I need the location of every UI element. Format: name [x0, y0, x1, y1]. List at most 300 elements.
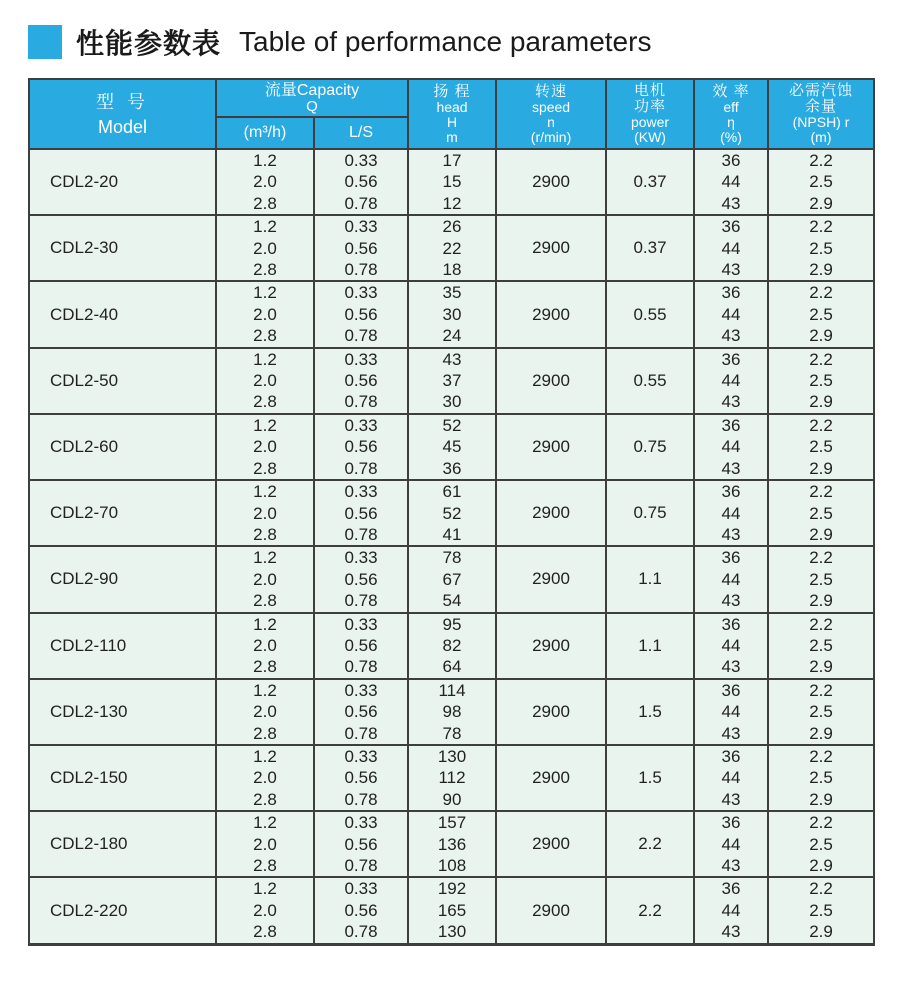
npsh-cell	[768, 281, 874, 347]
header-eff	[694, 79, 768, 149]
header-eff-en: eff	[723, 98, 739, 115]
cell-value: 2.8	[253, 193, 277, 213]
model-cell: CDL2-40	[29, 281, 216, 347]
header-head-en: head	[436, 98, 468, 115]
cell-value: 43	[721, 922, 741, 942]
cell-value: 0.33	[344, 813, 378, 833]
cell-value: 2.9	[809, 723, 833, 743]
capacity-cell	[216, 480, 314, 546]
cell-value: 44	[721, 238, 741, 258]
cell-value: 0.78	[344, 723, 378, 743]
cell-value: 0.56	[344, 172, 378, 192]
cell-value: 0.33	[344, 349, 378, 369]
header-capacity-m3h: (m³/h)	[216, 117, 314, 149]
cell-value: 36	[721, 746, 741, 766]
cell-value: 130	[437, 922, 467, 942]
capacity-cell	[216, 613, 314, 679]
cell-value: 1.2	[253, 680, 277, 700]
header-power-zh2: 功率	[634, 98, 667, 115]
cell-value: 43	[721, 193, 741, 213]
header-npsh-unit: (m)	[810, 129, 832, 145]
power-cell: 1.1	[606, 546, 694, 612]
ls-cell	[314, 281, 408, 347]
cell-value: 43	[721, 657, 741, 677]
header-eff-zh: 效 率	[712, 82, 750, 100]
npsh-cell	[768, 745, 874, 811]
cell-value: 2.8	[253, 657, 277, 677]
power-cell: 0.55	[606, 281, 694, 347]
page-title	[28, 22, 651, 62]
cell-value: 2.9	[809, 260, 833, 280]
cell-value: 44	[721, 635, 741, 655]
table-row	[29, 348, 874, 414]
ls-cell	[314, 745, 408, 811]
header-power-unit: (KW)	[634, 129, 666, 145]
speed-cell: 2900	[496, 281, 606, 347]
cell-value: 0.56	[344, 834, 378, 854]
header-npsh-en: (NPSH) r	[792, 114, 850, 130]
cell-value: 2.2	[809, 548, 833, 568]
cell-value: 2.2	[809, 614, 833, 634]
capacity-cell	[216, 414, 314, 480]
speed-cell: 2900	[496, 480, 606, 546]
ls-cell	[314, 877, 408, 944]
head-cell	[408, 480, 496, 546]
cell-value: 2.0	[253, 569, 277, 589]
cell-value: 36	[721, 349, 741, 369]
cell-value: 95	[442, 614, 462, 634]
header-model	[29, 79, 216, 149]
table-row	[29, 281, 874, 347]
cell-value: 43	[721, 524, 741, 544]
cell-value: 44	[721, 702, 741, 722]
cell-value: 108	[437, 856, 467, 875]
cell-value: 36	[721, 217, 741, 237]
cell-value: 165	[437, 900, 467, 920]
cell-value: 2.9	[809, 591, 833, 611]
cell-value: 2.8	[253, 591, 277, 611]
table-row	[29, 546, 874, 612]
speed-cell: 2900	[496, 877, 606, 944]
cell-value: 2.9	[809, 193, 833, 213]
cell-value: 2.5	[809, 238, 833, 258]
cell-value: 2.8	[253, 326, 277, 346]
cell-value: 2.9	[809, 922, 833, 942]
table-row	[29, 679, 874, 745]
cell-value: 2.0	[253, 238, 277, 258]
header-speed-symbol: n	[547, 113, 555, 130]
cell-value: 43	[721, 591, 741, 611]
head-cell	[408, 149, 496, 215]
model-cell: CDL2-110	[29, 613, 216, 679]
table-row	[29, 811, 874, 877]
header-capacity-title: 流量Capacity	[264, 82, 360, 99]
ls-cell	[314, 546, 408, 612]
cell-value: 2.8	[253, 856, 277, 875]
npsh-cell	[768, 348, 874, 414]
cell-value: 2.8	[253, 922, 277, 942]
cell-value: 192	[437, 879, 467, 899]
model-cell: CDL2-90	[29, 546, 216, 612]
cell-value: 0.78	[344, 524, 378, 544]
cell-value: 0.56	[344, 238, 378, 258]
cell-value: 0.56	[344, 371, 378, 391]
cell-value: 0.78	[344, 856, 378, 875]
cell-value: 0.33	[344, 614, 378, 634]
head-cell	[408, 613, 496, 679]
cell-value: 1.2	[253, 151, 277, 170]
cell-value: 2.5	[809, 569, 833, 589]
capacity-cell	[216, 546, 314, 612]
cell-value: 64	[442, 657, 462, 677]
eff-cell	[694, 215, 768, 281]
ls-cell	[314, 149, 408, 215]
cell-value: 22	[442, 238, 462, 258]
cell-value: 0.56	[344, 702, 378, 722]
cell-value: 30	[442, 392, 462, 412]
cell-value: 2.2	[809, 217, 833, 237]
cell-value: 2.2	[809, 746, 833, 766]
cell-value: 2.2	[809, 283, 833, 303]
cell-value: 90	[442, 789, 462, 809]
eff-cell	[694, 348, 768, 414]
cell-value: 2.2	[809, 415, 833, 435]
head-cell	[408, 348, 496, 414]
cell-value: 35	[442, 283, 462, 303]
header-power	[606, 79, 694, 149]
eff-cell	[694, 811, 768, 877]
header-capacity-ls: L/S	[314, 117, 408, 149]
cell-value: 61	[442, 482, 462, 502]
header-head	[408, 79, 496, 149]
cell-value: 52	[442, 503, 462, 523]
npsh-cell	[768, 613, 874, 679]
cell-value: 114	[438, 680, 466, 700]
cell-value: 2.0	[253, 304, 277, 324]
accent-square-icon	[28, 25, 62, 59]
ls-cell	[314, 613, 408, 679]
cell-value: 1.2	[253, 349, 277, 369]
cell-value: 2.5	[809, 371, 833, 391]
cell-value: 0.33	[344, 548, 378, 568]
cell-value: 0.78	[344, 922, 378, 942]
cell-value: 82	[442, 635, 462, 655]
cell-value: 36	[442, 458, 462, 478]
cell-value: 2.9	[809, 856, 833, 875]
cell-value: 2.5	[809, 702, 833, 722]
cell-value: 0.56	[344, 768, 378, 788]
cell-value: 2.0	[253, 371, 277, 391]
cell-value: 1.2	[253, 813, 277, 833]
header-power-en: power	[630, 114, 670, 130]
cell-value: 2.9	[809, 524, 833, 544]
speed-cell: 2900	[496, 215, 606, 281]
capacity-cell	[216, 348, 314, 414]
table-row	[29, 149, 874, 215]
ls-cell	[314, 811, 408, 877]
cell-value: 2.0	[253, 900, 277, 920]
head-cell	[408, 745, 496, 811]
table-header	[29, 79, 874, 149]
cell-value: 26	[442, 217, 462, 237]
cell-value: 2.9	[809, 789, 833, 809]
eff-cell	[694, 546, 768, 612]
cell-value: 2.0	[253, 834, 277, 854]
cell-value: 17	[442, 151, 462, 170]
cell-value: 0.78	[344, 193, 378, 213]
model-cell: CDL2-220	[29, 877, 216, 944]
model-cell: CDL2-30	[29, 215, 216, 281]
table-row	[29, 877, 874, 944]
cell-value: 15	[442, 172, 462, 192]
speed-cell: 2900	[496, 348, 606, 414]
cell-value: 0.56	[344, 437, 378, 457]
eff-cell	[694, 613, 768, 679]
cell-value: 2.0	[253, 503, 277, 523]
cell-value: 30	[442, 304, 462, 324]
cell-value: 2.2	[809, 813, 833, 833]
cell-value: 0.33	[344, 746, 378, 766]
capacity-cell	[216, 679, 314, 745]
capacity-cell	[216, 281, 314, 347]
cell-value: 2.0	[253, 635, 277, 655]
npsh-cell	[768, 215, 874, 281]
header-power-zh1: 电机	[634, 82, 667, 99]
cell-value: 44	[721, 834, 741, 854]
cell-value: 44	[721, 503, 741, 523]
head-cell	[408, 679, 496, 745]
npsh-cell	[768, 480, 874, 546]
cell-value: 36	[721, 415, 741, 435]
npsh-cell	[768, 877, 874, 944]
ls-cell	[314, 679, 408, 745]
table-row	[29, 414, 874, 480]
cell-value: 36	[721, 548, 741, 568]
capacity-cell	[216, 811, 314, 877]
power-cell: 1.5	[606, 679, 694, 745]
cell-value: 2.0	[253, 437, 277, 457]
cell-value: 54	[442, 591, 462, 611]
model-cell: CDL2-20	[29, 149, 216, 215]
power-cell: 1.5	[606, 745, 694, 811]
table-body	[29, 149, 874, 944]
eff-cell	[694, 877, 768, 944]
cell-value: 67	[442, 569, 462, 589]
cell-value: 36	[721, 813, 741, 833]
speed-cell: 2900	[496, 745, 606, 811]
cell-value: 0.56	[344, 569, 378, 589]
cell-value: 36	[721, 482, 741, 502]
cell-value: 43	[721, 723, 741, 743]
cell-value: 78	[442, 723, 462, 743]
cell-value: 2.9	[809, 458, 833, 478]
cell-value: 44	[721, 371, 741, 391]
cell-value: 2.2	[809, 680, 833, 700]
power-cell: 0.75	[606, 414, 694, 480]
header-model-zh: 型 号	[95, 92, 149, 112]
cell-value: 0.33	[344, 283, 378, 303]
power-cell: 2.2	[606, 877, 694, 944]
header-eff-symbol: η	[727, 113, 735, 130]
cell-value: 2.5	[809, 437, 833, 457]
cell-value: 2.9	[809, 657, 833, 677]
speed-cell: 2900	[496, 679, 606, 745]
model-cell: CDL2-50	[29, 348, 216, 414]
cell-value: 1.2	[253, 879, 277, 899]
npsh-cell	[768, 546, 874, 612]
power-cell: 1.1	[606, 613, 694, 679]
cell-value: 43	[721, 260, 741, 280]
table-row	[29, 745, 874, 811]
model-cell: CDL2-60	[29, 414, 216, 480]
header-speed-zh: 转速	[535, 82, 568, 100]
header-head-symbol: H	[446, 113, 458, 130]
cell-value: 2.5	[809, 172, 833, 192]
cell-value: 37	[442, 371, 462, 391]
cell-value: 2.5	[809, 768, 833, 788]
speed-cell: 2900	[496, 613, 606, 679]
cell-value: 44	[721, 900, 741, 920]
cell-value: 1.2	[253, 746, 277, 766]
cell-value: 2.5	[809, 503, 833, 523]
page-title-en: Table of performance parameters	[239, 26, 652, 57]
cell-value: 112	[438, 768, 466, 788]
cell-value: 0.56	[344, 503, 378, 523]
power-cell: 2.2	[606, 811, 694, 877]
cell-value: 0.78	[344, 657, 378, 677]
head-cell	[408, 414, 496, 480]
cell-value: 2.0	[253, 172, 277, 192]
speed-cell: 2900	[496, 414, 606, 480]
cell-value: 24	[442, 326, 462, 346]
ls-cell	[314, 215, 408, 281]
cell-value: 2.8	[253, 723, 277, 743]
cell-value: 12	[442, 193, 462, 213]
model-cell: CDL2-70	[29, 480, 216, 546]
header-eff-unit: (%)	[720, 128, 742, 145]
power-cell: 0.37	[606, 149, 694, 215]
cell-value: 2.8	[253, 260, 277, 280]
header-capacity-symbol: Q	[306, 98, 318, 115]
power-cell: 0.55	[606, 348, 694, 414]
cell-value: 43	[721, 789, 741, 809]
cell-value: 136	[437, 834, 467, 854]
ls-cell	[314, 414, 408, 480]
eff-cell	[694, 149, 768, 215]
cell-value: 43	[442, 349, 462, 369]
cell-value: 1.2	[253, 614, 277, 634]
cell-value: 36	[721, 680, 741, 700]
cell-value: 43	[721, 392, 741, 412]
cell-value: 2.9	[809, 392, 833, 412]
header-speed-unit: (r/min)	[530, 128, 572, 145]
cell-value: 0.78	[344, 458, 378, 478]
cell-value: 2.5	[809, 635, 833, 655]
cell-value: 52	[442, 415, 462, 435]
head-cell	[408, 811, 496, 877]
cell-value: 2.2	[809, 349, 833, 369]
cell-value: 43	[721, 326, 741, 346]
model-cell: CDL2-180	[29, 811, 216, 877]
head-cell	[408, 281, 496, 347]
table-row	[29, 613, 874, 679]
head-cell	[408, 546, 496, 612]
page-title-zh: 性能参数表	[76, 28, 222, 59]
capacity-cell	[216, 215, 314, 281]
head-cell	[408, 215, 496, 281]
header-speed	[496, 79, 606, 149]
cell-value: 2.5	[809, 304, 833, 324]
cell-value: 36	[721, 283, 741, 303]
cell-value: 0.56	[344, 304, 378, 324]
cell-value: 0.78	[344, 392, 378, 412]
cell-value: 2.5	[809, 834, 833, 854]
cell-value: 157	[437, 813, 467, 833]
cell-value: 0.33	[344, 217, 378, 237]
cell-value: 2.8	[253, 789, 277, 809]
cell-value: 36	[721, 879, 741, 899]
cell-value: 2.0	[253, 702, 277, 722]
eff-cell	[694, 679, 768, 745]
header-npsh-zh2: 余量	[805, 98, 838, 115]
header-head-unit: m	[446, 128, 458, 145]
npsh-cell	[768, 414, 874, 480]
speed-cell: 2900	[496, 546, 606, 612]
cell-value: 45	[442, 437, 462, 457]
cell-value: 2.2	[809, 482, 833, 502]
cell-value: 0.56	[344, 635, 378, 655]
cell-value: 44	[721, 569, 741, 589]
cell-value: 18	[442, 260, 462, 280]
cell-value: 0.33	[344, 680, 378, 700]
cell-value: 36	[721, 614, 741, 634]
cell-value: 0.33	[344, 415, 378, 435]
header-speed-en: speed	[531, 98, 571, 115]
cell-value: 0.33	[344, 151, 378, 170]
cell-value: 2.9	[809, 326, 833, 346]
model-cell: CDL2-130	[29, 679, 216, 745]
cell-value: 0.78	[344, 591, 378, 611]
capacity-cell	[216, 149, 314, 215]
cell-value: 0.56	[344, 900, 378, 920]
cell-value: 43	[721, 856, 741, 875]
cell-value: 0.33	[344, 879, 378, 899]
cell-value: 43	[721, 458, 741, 478]
cell-value: 2.5	[809, 900, 833, 920]
eff-cell	[694, 414, 768, 480]
header-model-en: Model	[97, 117, 148, 137]
cell-value: 0.78	[344, 260, 378, 280]
cell-value: 44	[721, 172, 741, 192]
cell-value: 2.0	[253, 768, 277, 788]
cell-value: 44	[721, 304, 741, 324]
cell-value: 130	[437, 746, 467, 766]
cell-value: 0.33	[344, 482, 378, 502]
header-npsh	[768, 79, 874, 149]
table-row	[29, 480, 874, 546]
cell-value: 1.2	[253, 548, 277, 568]
eff-cell	[694, 480, 768, 546]
cell-value: 2.2	[809, 879, 833, 899]
cell-value: 2.2	[809, 151, 833, 170]
header-npsh-zh1: 必需汽蚀	[789, 82, 854, 99]
cell-value: 78	[442, 548, 462, 568]
npsh-cell	[768, 149, 874, 215]
capacity-cell	[216, 877, 314, 944]
table-row	[29, 215, 874, 281]
cell-value: 1.2	[253, 415, 277, 435]
cell-value: 2.8	[253, 524, 277, 544]
